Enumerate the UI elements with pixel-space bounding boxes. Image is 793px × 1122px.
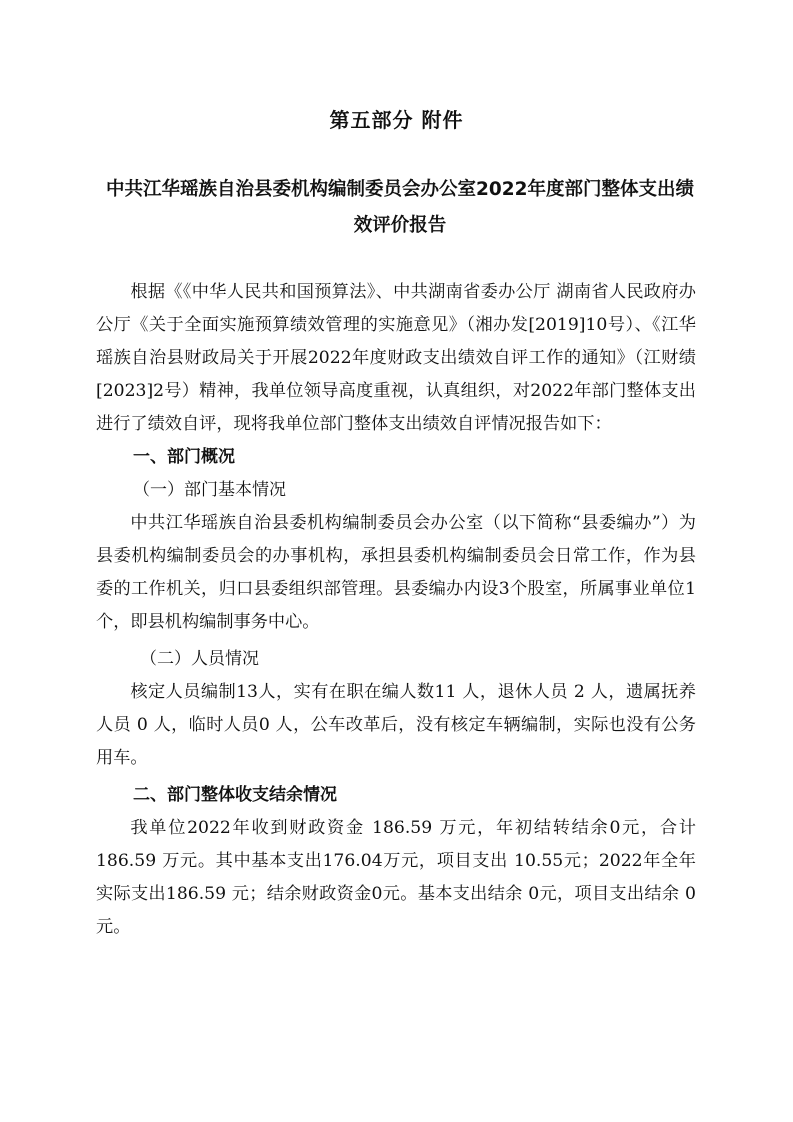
section-2-heading: 二、部门整体收支结余情况 [133,785,337,805]
part-title: 第五部分 附件 [329,108,464,132]
section-2-paragraph: 我单位2022年收到财政资金 186.59 万元，年初结转结余0元，合计186.59 万元。其中基本支出176.04万元，项目支出 10.55元；2022年全年实际支出186.59 元；结余财政资金0元。基本支出结余 0元，项目支出结余 0元。 [96,818,696,937]
intro-paragraph: 根据《《中华人民共和国预算法》、中共湖南省委办公厅 湖南省人民政府办公厅《关于全面实施预算绩效管理的实施意见》（湘办发[2019]10号）、《江华瑶族自治县财政局关于开展2022年度财政支出绩效自评工作的通知》（江财绩[2023]2号）精神，我单位领导高度重视，认真组织，对2022年部门整体支出进行了绩效自评，现将我单位部门整体支出绩效自评情况报告如下： [96,282,696,434]
section-1-sub-2-heading: （二）人员情况 [140,649,259,669]
document-body [96,276,696,944]
section-1-heading: 一、部门概况 [133,447,235,467]
report-title: 中共江华瑶族自治县委机构编制委员会办公室2022年度部门整体支出绩效评价报告 [106,179,694,236]
section-1-sub-1-paragraph: 中共江华瑶族自治县委机构编制委员会办公室（以下简称“县委编办”）为县委机构编制委员会的办事机构，承担县委机构编制委员会日常工作，作为县委的工作机关，归口县委组织部管理。县委编办内设3个股室，所属事业单位1个，即县机构编制事务中心。 [96,513,696,632]
section-1-sub-1-heading: （一）部门基本情况 [133,480,286,500]
section-1-sub-2-paragraph: 核定人员编制13人，实有在职在编人数11 人，退休人员 2 人，遗属抚养人员 0 人，临时人员0 人，公车改革后，没有核定车辆编制，实际也没有公务用车。 [96,682,696,768]
